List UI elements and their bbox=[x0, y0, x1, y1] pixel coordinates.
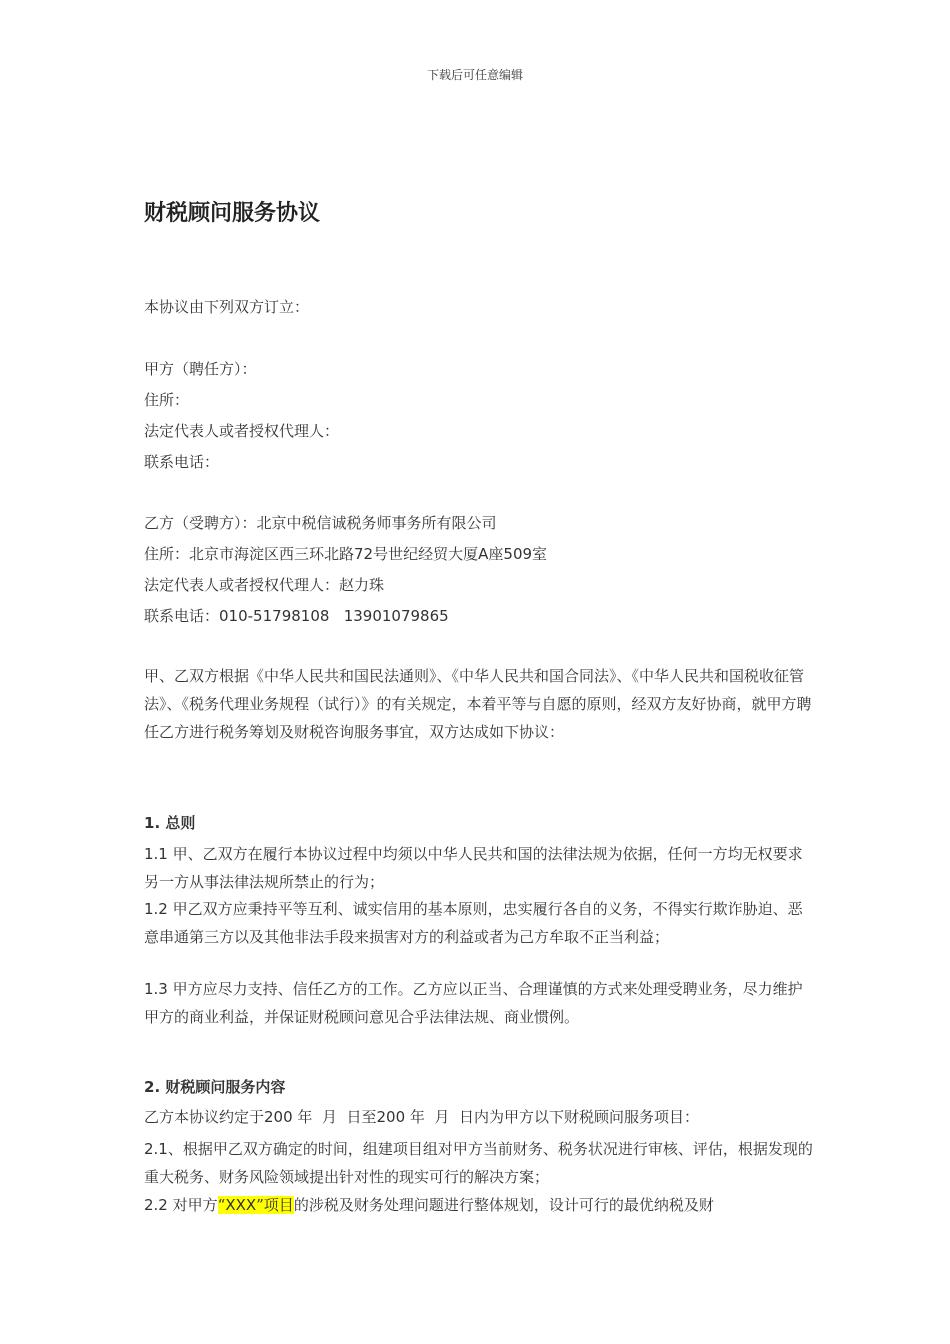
clause-2-1-number: 2.1 bbox=[144, 1140, 168, 1158]
section-2-title: . 财税顾问服务内容 bbox=[154, 1078, 286, 1096]
clause-1-1 bbox=[144, 840, 814, 896]
section-1-number: 1 bbox=[144, 814, 155, 832]
clause-1-3-text: 甲方应尽力支持、信任乙方的工作。乙方应以正当、合理谨慎的方式来处理受聘业务，尽力维护甲方的商业利益，并保证财税顾问意见合乎法律法规、商业惯例。 bbox=[144, 980, 803, 1026]
party-a-phone: 联系电话： bbox=[144, 453, 220, 471]
address-prefix: 住所：北京市海淀区西三环北路 bbox=[144, 545, 355, 563]
clause-1-2 bbox=[144, 895, 814, 951]
clause-2-1-text: 、根据甲乙双方确定的时间，组建项目组对甲方当前财务、税务状况进行审核、评估，根据发现的重大税务、财务风险领域提出针对性的现实可行的解决方案； bbox=[144, 1140, 813, 1186]
party-a-address: 住所： bbox=[144, 391, 190, 409]
clause-1-2-text: 甲乙双方应秉持平等互利、诚实信用的基本原则，忠实履行各自的义务，不得实行欺诈胁迫、恶意串通第三方以及其他非法手段来损害对方的利益或者为己方牟取不正当利益； bbox=[144, 900, 803, 946]
highlighted-project-name bbox=[218, 1196, 294, 1214]
address-number: 72 bbox=[354, 545, 374, 563]
address-mid2: 座 bbox=[488, 545, 504, 563]
term-text-c: 年 月 日内为甲方以下财税顾问服务项目： bbox=[405, 1108, 699, 1126]
page-header: 下载后可任意编辑 bbox=[426, 68, 523, 82]
clause-1-1-number: 1.1 bbox=[144, 845, 168, 863]
section-1-heading bbox=[144, 812, 195, 833]
address-mid: 号世纪经贸大厦 bbox=[373, 545, 479, 563]
term-text-a: 乙方本协议约定于 bbox=[144, 1108, 265, 1126]
clause-2-2-number: 2.2 bbox=[144, 1196, 168, 1214]
term-year-end: 200 bbox=[376, 1108, 406, 1126]
address-room: 509 bbox=[503, 545, 533, 563]
highlight-quote-open: “ bbox=[217, 1196, 226, 1214]
clause-2-1 bbox=[144, 1135, 814, 1191]
section-2-number: 2 bbox=[144, 1078, 155, 1096]
term-text-b: 年 月 日至 bbox=[292, 1108, 377, 1126]
intro-line: 本协议由下列双方订立： bbox=[144, 298, 310, 316]
party-a-label: 甲方（聘任方）： bbox=[144, 360, 257, 378]
clause-2-2 bbox=[144, 1194, 714, 1216]
highlight-xxx: XXX bbox=[225, 1196, 257, 1214]
party-b-phone bbox=[144, 605, 449, 627]
party-a-rep: 法定代表人或者授权代理人： bbox=[144, 422, 340, 440]
address-block: A bbox=[478, 545, 489, 563]
clause-2-2-post: 的涉税及财务处理问题进行整体规划，设计可行的最优纳税及财 bbox=[293, 1196, 714, 1214]
section-1-title: . 总则 bbox=[154, 814, 196, 832]
term-year-start: 200 bbox=[264, 1108, 293, 1126]
party-b-address bbox=[144, 543, 547, 565]
clause-1-3 bbox=[144, 975, 814, 1031]
party-b-rep: 法定代表人或者授权代理人：赵力珠 bbox=[144, 576, 385, 594]
party-b-label: 乙方（受聘方）：北京中税信诚税务师事务所有限公司 bbox=[144, 514, 497, 532]
clause-2-2-pre: 对甲方 bbox=[167, 1196, 218, 1214]
highlight-quote-close: ”项目 bbox=[256, 1196, 294, 1214]
clause-1-3-number: 1.3 bbox=[144, 980, 168, 998]
phone-label: 联系电话： bbox=[144, 607, 220, 625]
clause-1-1-text: 甲、乙双方在履行本协议过程中均须以中华人民共和国的法律法规为依据，任何一方均无权要求另一方从事法律法规所禁止的行为； bbox=[144, 845, 803, 891]
service-term-line bbox=[144, 1106, 699, 1128]
preamble-paragraph: 甲、乙双方根据《中华人民共和国民法通则》、《中华人民共和国合同法》、《中华人民共和国税收征管法》、《税务代理业务规程（试行）》的有关规定，本着平等与自愿的原则，经双方友好协商，就甲方聘任乙方进行税务筹划及财税咨询服务事宜，双方达成如下协议： bbox=[144, 667, 812, 741]
clause-1-2-number: 1.2 bbox=[144, 900, 168, 918]
address-suffix: 室 bbox=[532, 545, 548, 563]
section-2-heading bbox=[144, 1076, 285, 1097]
phone-numbers: 010-51798108 13901079865 bbox=[219, 607, 449, 625]
document-title: 财税顾问服务协议 bbox=[144, 201, 321, 226]
